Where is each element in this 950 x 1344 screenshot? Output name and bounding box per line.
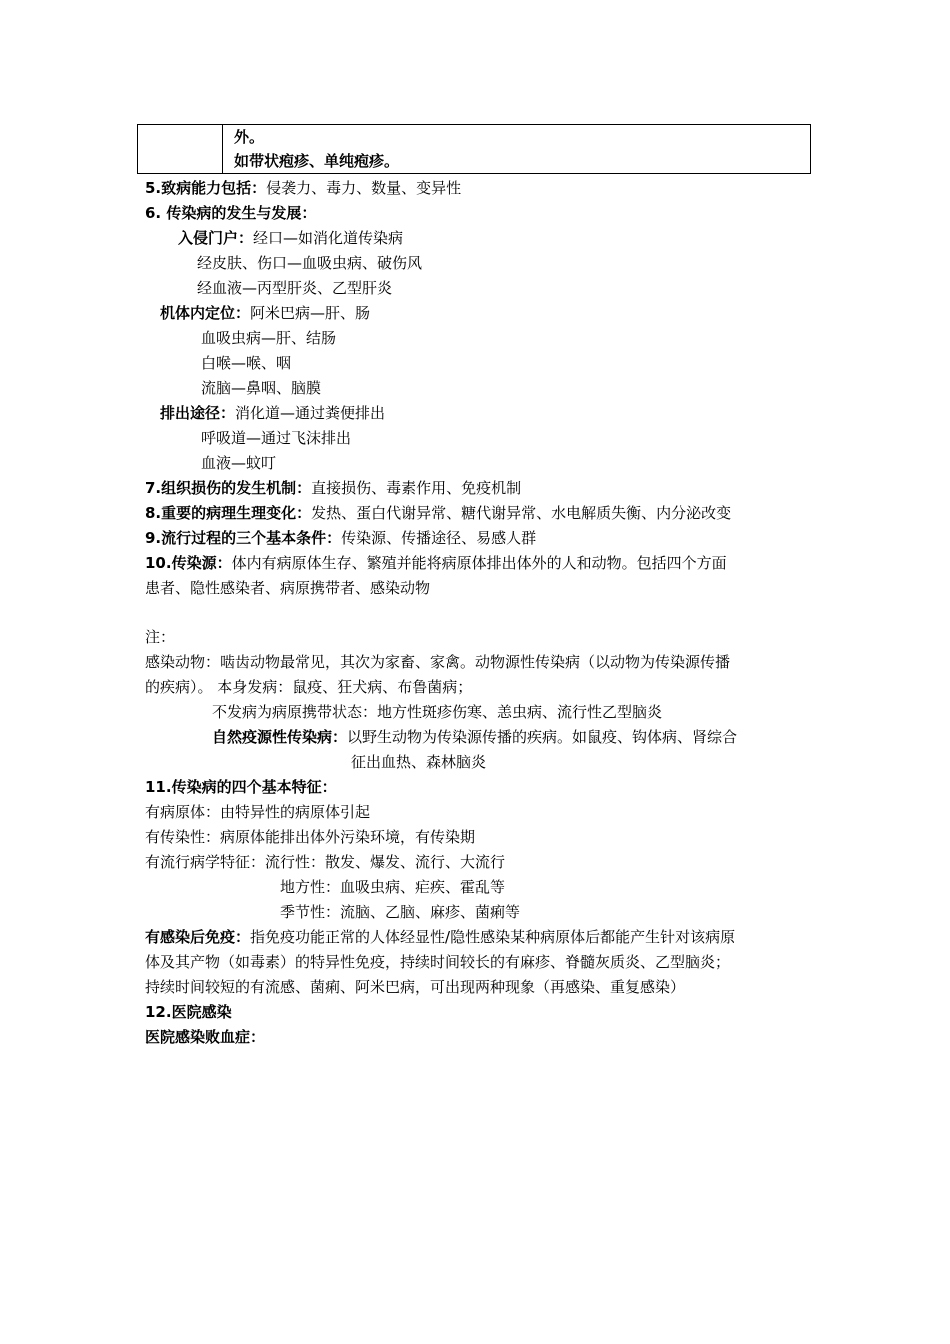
line-entry-portal: 入侵门户：经口—如消化道传染病 <box>178 229 404 247</box>
line-11: 11.传染病的四个基本特征： <box>145 778 337 796</box>
line-immunity-cont-2: 持续时间较短的有流感、菌痢、阿米巴病，可出现两种现象（再感染、重复感染） <box>145 978 686 996</box>
line-loc-meningitis: 流脑—鼻咽、脑膜 <box>201 379 322 397</box>
line-animals-cont: 的疾病）。 本身发病：鼠疫、狂犬病、布鲁菌病； <box>145 678 473 696</box>
line-epidemiology: 有流行病学特征：流行性：散发、爆发、流行、大流行 <box>145 853 506 871</box>
line-animals: 感染动物：啮齿动物最常见，其次为家畜、家禽。动物源性传染病（以动物为传染源传播 <box>145 653 731 671</box>
line-immunity-cont-1: 体及其产物（如毒素）的特异性免疫，持续时间较长的有麻疹、脊髓灰质炎、乙型脑炎； <box>145 953 731 971</box>
line-10: 10.传染源：体内有病原体生存、繁殖并能将病原体排出体外的人和动物。包括四个方面 <box>145 554 727 572</box>
line-natural-focus-cont: 征出血热、森林脑炎 <box>351 753 487 771</box>
line-8: 8.重要的病理生理变化：发热、蛋白代谢异常、糖代谢异常、水电解质失衡、内分泌改变 <box>145 504 732 522</box>
line-endemic: 地方性：血吸虫病、疟疾、霍乱等 <box>280 878 506 896</box>
line-6: 6. 传染病的发生与发展： <box>145 204 317 222</box>
table-column-divider <box>222 125 223 173</box>
line-infectivity: 有传染性：病原体能排出体外污染环境，有传染期 <box>145 828 476 846</box>
line-immunity: 有感染后免疫：指免疫功能正常的人体经显性/隐性感染某种病原体后都能产生针对该病原 <box>145 928 736 946</box>
line-loc-schisto: 血吸虫病—肝、结肠 <box>201 329 337 347</box>
line-seasonal: 季节性：流脑、乙脑、麻疹、菌痢等 <box>280 903 521 921</box>
line-12: 12.医院感染 <box>145 1003 232 1021</box>
line-pathogen: 有病原体：由特异性的病原体引起 <box>145 803 371 821</box>
line-natural-focus: 自然疫源性传染病：以野生动物为传染源传播的疾病。如鼠疫、钩体病、肾综合 <box>212 728 738 746</box>
line-carrier: 不发病为病原携带状态：地方性斑疹伤寒、恙虫病、流行性乙型脑炎 <box>212 703 663 721</box>
line-loc-diphtheria: 白喉—喉、咽 <box>201 354 292 372</box>
line-7: 7.组织损伤的发生机制：直接损伤、毒素作用、免疫机制 <box>145 479 522 497</box>
table-fragment <box>137 124 811 174</box>
line-note: 注： <box>145 628 176 646</box>
line-localization: 机体内定位：阿米巴病—肝、肠 <box>160 304 371 322</box>
table-cell-line-2: 如带状疱疹、单纯疱疹。 <box>234 152 400 170</box>
line-10-cont: 患者、隐性感染者、病原携带者、感染动物 <box>145 579 431 597</box>
line-entry-blood: 经血液—丙型肝炎、乙型肝炎 <box>197 279 393 297</box>
line-9: 9.流行过程的三个基本条件：传染源、传播途径、易感人群 <box>145 529 537 547</box>
line-hospital-sepsis: 医院感染败血症： <box>145 1028 266 1046</box>
line-exc-blood: 血液—蚊叮 <box>201 454 277 472</box>
line-excretion: 排出途径：消化道—通过粪便排出 <box>160 404 386 422</box>
table-cell-line-1: 外。 <box>234 128 265 146</box>
line-exc-respiratory: 呼吸道—通过飞沫排出 <box>201 429 352 447</box>
line-5: 5.致病能力包括：侵袭力、毒力、数量、变异性 <box>145 179 462 197</box>
line-entry-skin: 经皮肤、伤口—血吸虫病、破伤风 <box>197 254 423 272</box>
